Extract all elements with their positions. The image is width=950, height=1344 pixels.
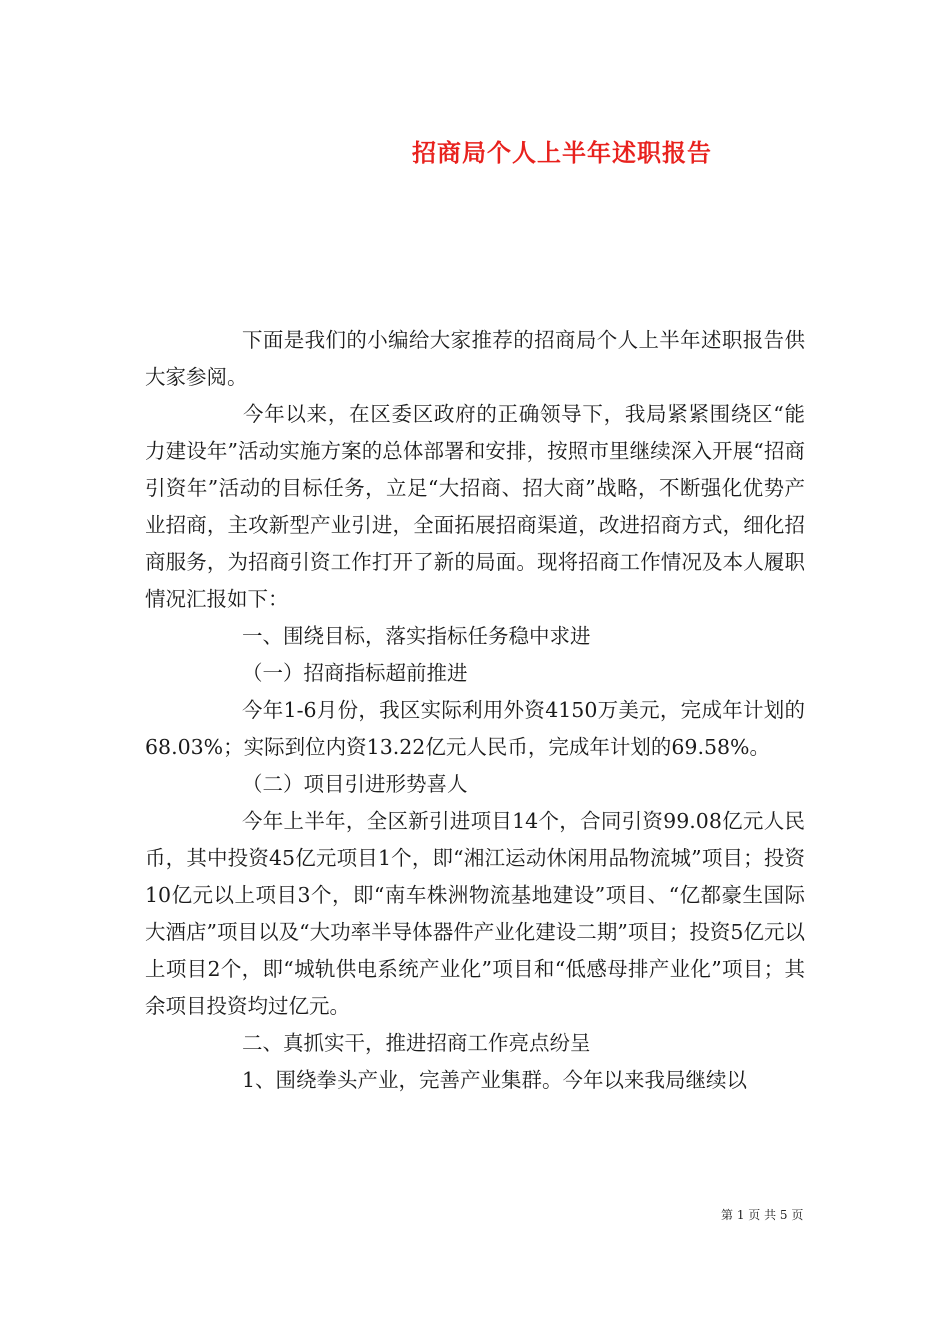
page-number-footer: 第 1 页 共 5 页 [721,1208,804,1222]
section-heading-1: 一、围绕目标，落实指标任务稳中求进 [242,624,591,648]
subsection-heading-1: （一）招商指标超前推进 [242,661,468,685]
document-title: 招商局个人上半年述职报告 [412,138,712,167]
section-heading-2: 二、真抓实干，推进招商工作亮点纷呈 [242,1031,591,1055]
document-body [145,322,805,1099]
paragraph-projects: 今年上半年，全区新引进项目14个，合同引资99.08亿元人民币，其中投资45亿元项目1个，即“湘江运动休闲用品物流城”项目；投资10亿元以上项目3个，即“南车株洲物流基地建设”项目、“亿都豪生国际大酒店”项目以及“大功率半导体器件产业化建设二期”项目；投资5亿元以上项目2个，即“城轨供电系统产业化”项目和“低感母排产业化”项目；其余项目投资均过亿元。 [145,809,805,1018]
subsection-heading-2: （二）项目引进形势喜人 [242,772,468,796]
paragraph-overview: 今年以来，在区委区政府的正确领导下，我局紧紧围绕区“能力建设年”活动实施方案的总体部署和安排，按照市里继续深入开展“招商引资年”活动的目标任务，立足“大招商、招大商”战略，不断强化优势产业招商，主攻新型产业引进，全面拓展招商渠道，改进招商方式，细化招商服务，为招商引资工作打开了新的局面。现将招商工作情况及本人履职情况汇报如下： [145,402,805,611]
paragraph-indicators: 今年1-6月份，我区实际利用外资4150万美元，完成年计划的68.03%；实际到位内资13.22亿元人民币，完成年计划的69.58%。 [145,698,805,759]
paragraph-intro: 下面是我们的小编给大家推荐的招商局个人上半年述职报告供大家参阅。 [145,328,805,389]
paragraph-industry: 1、围绕拳头产业，完善产业集群。今年以来我局继续以 [242,1068,748,1092]
